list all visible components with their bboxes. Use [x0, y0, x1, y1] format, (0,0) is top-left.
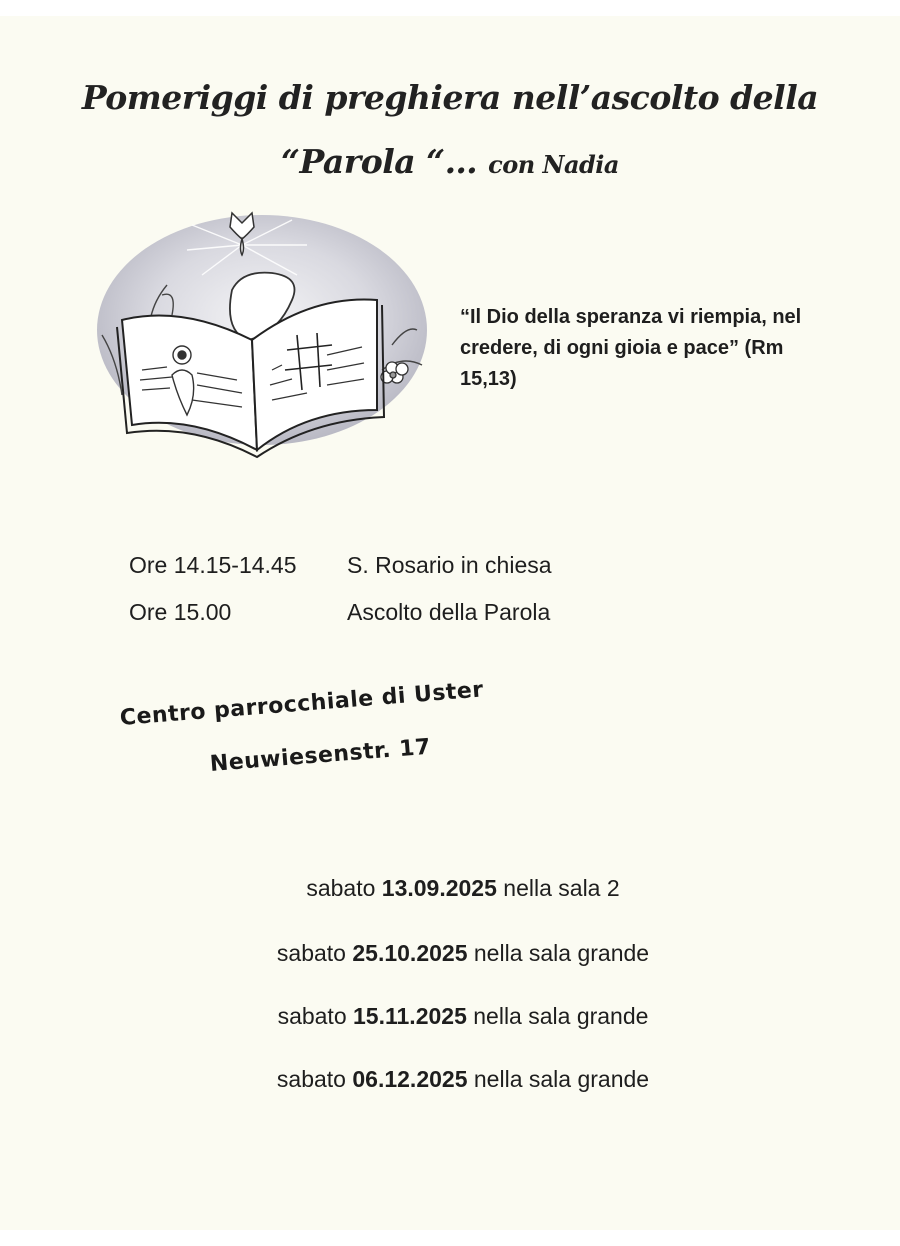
- date-day: sabato: [276, 940, 346, 966]
- date-day: sabato: [276, 1066, 346, 1092]
- schedule-time: Ore 15.00: [129, 599, 232, 625]
- location-name: Centro parrocchiale di Uster: [119, 677, 485, 731]
- schedule-row: [129, 552, 552, 579]
- date-value: 06.12.2025: [352, 1066, 468, 1092]
- date-room: nella sala grande: [473, 1066, 650, 1092]
- date-day: sabato: [306, 875, 376, 901]
- title-word-parola: “Parola “…: [281, 142, 478, 181]
- schedule-row: [129, 599, 550, 626]
- schedule-activity: S. Rosario in chiesa: [347, 552, 552, 578]
- date-row: [0, 1003, 900, 1030]
- date-value: 15.11.2025: [353, 1003, 467, 1029]
- title-line-1: Pomeriggi di preghiera nell’ascolto della: [81, 78, 819, 117]
- bible-verse: “Il Dio della speranza vi riempia, nel credere, di ogni gioia e pace” (Rm 15,13): [460, 306, 802, 390]
- date-room: nella sala grande: [473, 1003, 649, 1029]
- date-value: 25.10.2025: [352, 940, 468, 966]
- date-room: nella sala 2: [503, 875, 620, 901]
- schedule-activity: Ascolto della Parola: [347, 599, 551, 625]
- date-row: [0, 940, 900, 967]
- date-room: nella sala grande: [473, 940, 650, 966]
- date-row: [0, 875, 900, 902]
- title-con-nadia: con Nadia: [488, 150, 619, 179]
- date-value: 13.09.2025: [381, 875, 497, 901]
- date-row: [0, 1066, 900, 1093]
- location-address: Neuwiesenstr. 17: [209, 734, 432, 777]
- schedule-time: Ore 14.15-14.45: [129, 552, 297, 578]
- date-day: sabato: [277, 1003, 347, 1029]
- bible-dove-illustration: [92, 205, 437, 465]
- title-line-2: [0, 142, 900, 181]
